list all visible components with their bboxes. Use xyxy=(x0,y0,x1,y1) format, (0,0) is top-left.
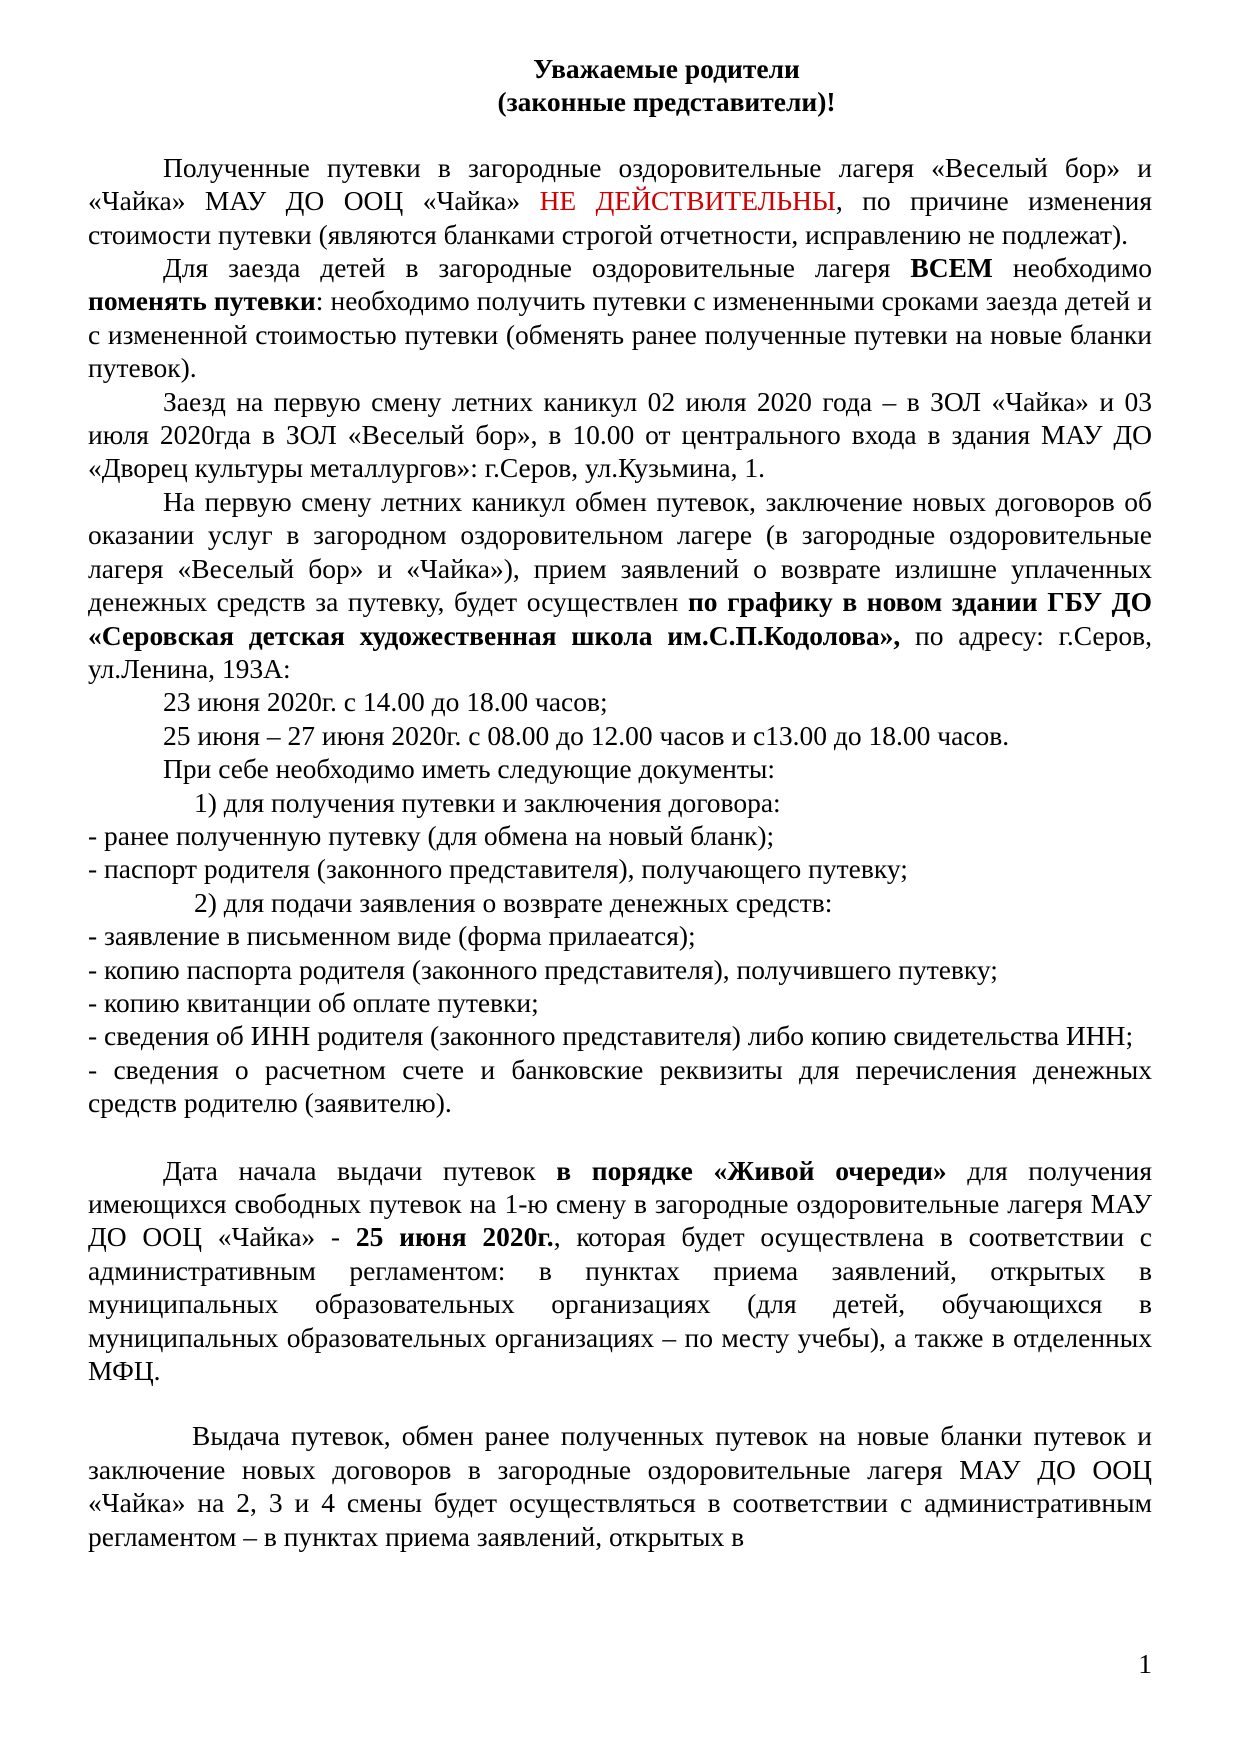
title-line-1: Уважаемые родители xyxy=(533,53,800,84)
paragraph-later-shifts: Выдача путевок, обмен ранее полученных путевок на новые бланки путевок и заключение новых договоров в загородные оздоровительные лагеря МАУ ДО ООЦ «Чайка» на 2, 3 и 4 смены будет осуществляться в соответствии с административным регламентом – в пунктах приема заявлений, открытых в xyxy=(88,1420,1152,1552)
schedule-item-1: 23 июня 2020г. с 14.00 до 18.00 часов; xyxy=(163,686,608,718)
list-item: - копию паспорта родителя (законного представителя), получившего путевку; xyxy=(88,953,998,985)
paragraph-text: необходимо xyxy=(992,252,1152,284)
paragraph-exchange-vouchers xyxy=(88,251,1152,385)
section-1-heading: 1) для получения путевки и заключения договора: xyxy=(194,786,781,818)
paragraph-text: На первую смену летних каникул обмен путевок, заключение новых договоров об оказании услуг в загородном оздоровительном лагере (в загородные оздоровительные лагеря «Веселый бор» и «Чайка»), прием заявлений о возврате излишне уплаченных денежных средств за путевку, будет осуществлен xyxy=(88,485,1152,618)
spacer xyxy=(88,1120,1152,1154)
paragraph-text: , по причине изменения стоимости путевки (являются бланками строгой отчетности, исправлению не подлежат). xyxy=(88,185,1152,250)
page-number: 1 xyxy=(1138,1648,1152,1679)
spacer xyxy=(88,119,1152,151)
paragraph-text: , которая будет осуществлена в соответствии с административным регламентом: в пунктах приема заявлений, открытых в муниципальных образовательных организациях (для детей, обучающихся в муниципальных образовательных организациях – по месту учебы), а также в отделенных МФЦ. xyxy=(88,1221,1152,1387)
invalid-notice: НЕ ДЕЙСТВИТЕЛЬНЫ xyxy=(539,185,836,217)
title-line-2: (законные представители)! xyxy=(497,86,836,118)
document-title xyxy=(88,52,1152,119)
emphasis-live-queue: в порядке «Живой очереди» xyxy=(556,1154,947,1186)
document-page xyxy=(88,52,1152,1553)
list-item: - сведения об ИНН родителя (законного представителя) либо копию свидетельства ИНН; xyxy=(88,1020,1134,1052)
paragraph-text: Полученные путевки в загородные оздоровительные лагеря «Веселый бор» и «Чайка» МАУ ДО ООЦ «Чайка» xyxy=(88,151,1152,217)
paragraph-live-queue xyxy=(88,1154,1152,1388)
paragraph-text: для получения имеющихся свободных путевок на 1-ю смену в загородные оздоровительные лагеря МАУ ДО ООЦ «Чайка» - xyxy=(88,1154,1152,1253)
schedule-item-2: 25 июня – 27 июня 2020г. с 08.00 до 12.00 часов и с13.00 до 18.00 часов. xyxy=(163,719,1010,751)
paragraph-text: Для заезда детей в загородные оздоровительные лагеря xyxy=(163,252,911,284)
emphasis-exchange: поменять путевки xyxy=(88,285,316,317)
emphasis-location: по графику в новом здании ГБУ ДО «Серовская детская художественная школа им.С.П.Кодолова», xyxy=(88,586,1152,651)
spacer xyxy=(88,1387,1152,1419)
documents-intro: При себе необходимо иметь следующие документы: xyxy=(163,753,776,785)
paragraph-text: : необходимо получить путевки с измененными сроками заезда детей и с измененной стоимостью путевки (обменять ранее полученные путевки на новые бланки путевок). xyxy=(88,285,1152,384)
paragraph-text: по адресу: г.Серов, ул.Ленина, 193А: xyxy=(88,619,1152,684)
list-item: - заявление в письменном виде (форма прилаеатся); xyxy=(88,920,696,952)
list-item: - паспорт родителя (законного представителя), получающего путевку; xyxy=(88,853,908,885)
paragraph-first-shift xyxy=(88,485,1152,685)
emphasis-all: ВСЕМ xyxy=(910,252,993,284)
emphasis-date: 25 июня 2020г. xyxy=(355,1221,554,1253)
paragraph-invalid-vouchers xyxy=(88,151,1152,251)
paragraph-text: Дата начала выдачи путевок xyxy=(163,1154,557,1186)
list-item: - копию квитанции об оплате путевки; xyxy=(88,986,539,1018)
list-item: - сведения о расчетном счете и банковские реквизиты для перечисления денежных средств родителю (заявителю). xyxy=(88,1053,1152,1119)
paragraph-arrival: Заезд на первую смену летних каникул 02 июля 2020 года – в ЗОЛ «Чайка» и 03 июля 2020гда в ЗОЛ «Веселый бор», в 10.00 от центрального входа в здания МАУ ДО «Дворец культуры металлургов»: г.Серов, ул.Кузьмина, 1. xyxy=(88,385,1152,484)
section-2-heading: 2) для подачи заявления о возврате денежных средств: xyxy=(194,886,833,918)
list-item: - ранее полученную путевку (для обмена на новый бланк); xyxy=(88,819,775,851)
